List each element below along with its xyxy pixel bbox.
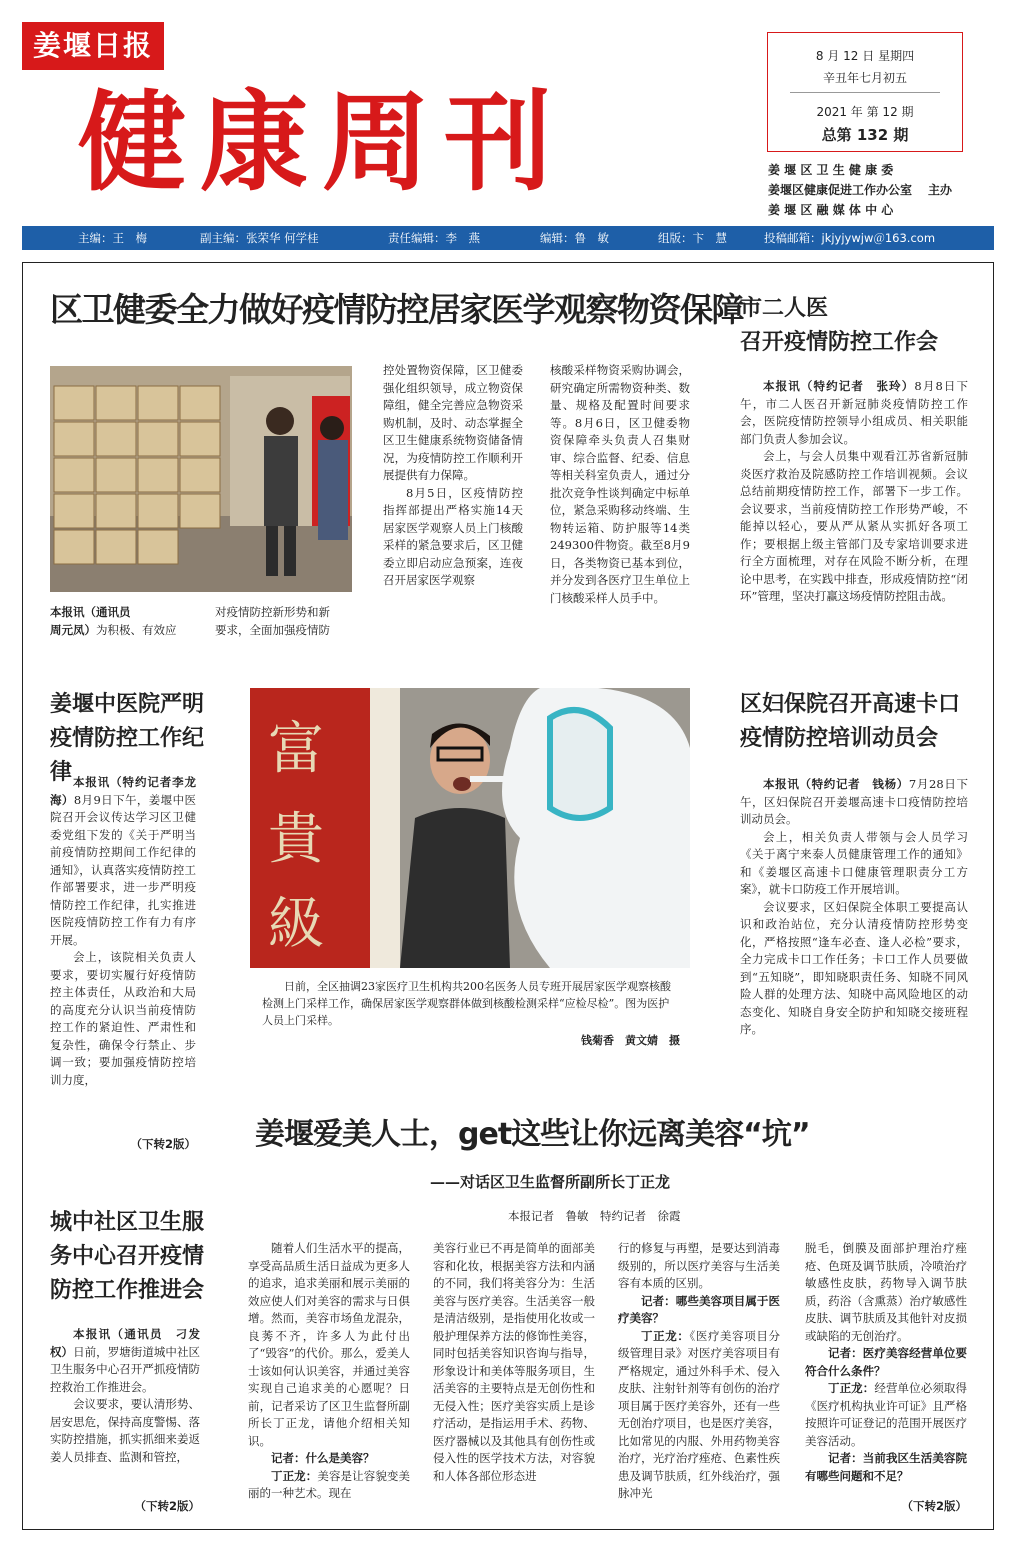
photo-supplies [50,366,352,592]
article4-text: 7月28日下午，区妇保院召开姜堰高速卡口疫情防控培训动员会。 [740,777,968,826]
article3-lead: 本报讯（特约记者李龙海） [50,775,196,807]
article1-text: 要求，全面加强疫情防 [215,622,330,637]
headline-line: 区妇保院召开高速卡口 [740,692,961,717]
photo-caption-text: 日前，全区抽调23家医疗卫生机构共200名医务人员专班开展居家医学观察核酸检测上门采样工作，确保居家医学观察群体做到核酸检测采样“应检尽检”。图为医护人员上门采样。 [262,980,671,1027]
article6-text: 随着人们生活水平的提高，享受高品质生活日益成为更多人的追求，追求美丽和展示美丽的效应使人们对美容的需求与日俱增。然而，美容市场鱼龙混杂，良莠不齐，许多人为此付出了“毁容”的代价。那么，爱美人士该如何认识美容，并通过美容实现自己追求美的心愿呢？日前，记者采访了区卫生监督所副所长丁正龙，请他介绍相关知识。 [248,1241,410,1448]
article3-text: 会上，该院相关负责人要求，要切实履行好疫情防控主体责任，从政治和大局的高度充分认识当前疫情防控工作的紧迫性、严肃性和复杂性，确保令行禁止、步调一致；要加强疫情防控培训力度， [50,950,196,1087]
article6-text: 行的修复与再塑，是要达到消毒级别的，所以医疗美容与生活美容有本质的区别。 [618,1241,780,1290]
headline-line: 疫情防控培训动员会 [740,726,939,751]
sign-char: 富 [268,717,324,782]
interview-question: 记者：什么是美容？ [271,1451,375,1465]
byline-beauty: 本报记者 鲁敏 特约记者 徐霞 [508,1209,681,1223]
continued-note: （下转2版） [901,1499,967,1513]
photo-credit: 钱菊香 黄文婧 摄 [581,1034,680,1047]
article1-col1: 本报讯（通讯员 周元凤）为积极、有效应 [50,605,177,637]
photo-sampling [250,688,690,968]
sponsor-line: 姜堰区健康促进工作办公室 [768,183,913,197]
interview-question: 记者：哪些美容项目属于医疗美容？ [618,1293,780,1325]
article1-col2 [215,604,355,640]
editor-in-chief: 主编：王 梅 [78,231,147,245]
headline-line: 市二人医 [740,296,829,321]
article4-text: 会议要求，区妇保院全体职工要提高认识和政治站位，充分认清疫情防控形势变化，严格按照“逢车必查、逢人必检”要求，全力完成卡口工作任务；卡口工作人员要做到“五知晓”，即知晓职责任务、知晓不同风险人群的处理方法、知晓中高风险地区的动态变化、知晓自身安全防护和知晓交接班程序。 [740,899,968,1036]
issue-date: 8 月 12 日 星期四 [815,49,915,63]
headline-line: 姜堰中医院严明 [50,692,205,717]
article6-text: 脱毛，倒膜及面部护理治疗痤疮、色斑及调节肤质，冷喷治疗敏感性皮肤，药物导入调节肤质，药浴（含熏蒸）治疗敏感性皮肤、调节肤质及其他针对皮损或缺陷的无创治疗。 [805,1241,967,1343]
article5-text: 会议要求，要认清形势、居安思危，保持高度警惕、落实防控措施，抓实抓细来姜返姜人员排查、监测和管控， [50,1397,200,1464]
staff-bar [22,226,994,250]
article4-lead: 本报讯（特约记者 钱杨） [763,777,909,791]
headline-line: 疫情防控工作纪律 [50,726,205,785]
article6-col2 [433,1240,595,1520]
supplies-photo-drawing [50,366,352,592]
sign-char: 貴 [268,807,324,872]
sponsor-block [768,160,998,220]
article6-text: 美容行业已不再是简单的面部美容和化妆，根据美容方法和内涵的不同，我们将美容分为：生活美容与医疗美容。生活美容一般是清洁级别，是指使用化妆或一般护理保养方法的修饰性美容，同时包括美容知识咨询与指导，形象设计和美体等服务项目，生活美容的主要特点是无创伤性和无侵入性；医疗美容实质上是诊疗活动，是指运用手术、药物、医疗器械以及其他具有创伤性或侵入性的医学技术方法，对容貌和人体各部位形态进 [433,1241,595,1483]
sponsor-line: 姜 堰 区 融 媒 体 中 心 [768,203,894,217]
headline-line: 防控工作推进会 [50,1278,205,1303]
interview-question: 记者：医疗美容经营单位要符合什么条件？ [805,1346,967,1378]
headline-maternal-hospital [740,688,980,756]
deputy-editor: 副主编：张荣华 何学桂 [200,231,319,245]
headline-community-center [50,1206,220,1308]
article1-text: 对疫情防控新形势和新 [215,605,330,619]
continued-note: （下转2版） [134,1499,200,1513]
article1-col3 [383,362,523,640]
headline-line: 召开疫情防控工作会 [740,330,939,355]
sponsor-label: 主办 [928,183,953,197]
article2-lead: 本报讯（特约记者 张玲） [763,379,915,393]
article5-body [50,1326,200,1494]
page-title: 健康周刊 [78,81,567,206]
headline-line: 务中心召开疫情 [50,1244,205,1269]
article5-lead: 本报讯（通讯员 刁发权） [50,1327,200,1359]
article1-col4 [550,362,690,640]
layout-editor: 组版：卞 慧 [658,231,727,245]
article1-text: 8月5日，区疫情防控指挥部提出严格实施14天居家医学观察人员上门核酸采样的紧急要求后，区卫健委立即启动应急预案，连夜召开居家医学观察 [383,485,523,587]
interviewee-label: 丁正龙： [271,1468,318,1483]
article2-body [740,378,968,640]
headline-materials: 区卫健委全力做好疫情防控居家医学观察物资保障 [50,290,743,329]
headline-line: 城中社区卫生服 [50,1210,205,1235]
sponsor-line: 姜 堰 区 卫 生 健 康 委 [768,163,894,177]
article6-col3: 行的修复与再塑，是要达到消毒级别的，所以医疗美容与生活美容有本质的区别。 记者：哪些美容项目属于医疗美容？ 丁正龙：《医疗美容项目分级管理目录》对医疗美容项目有严格规定，通过外科手术、侵入皮肤、注射针剂等有创伤的治疗项目属于医疗美容外，还有一些无创治疗项目，也是医疗美容，比如常见的内服、外用药物美容治疗，光疗治疗痤疮、色素性疾患及调节肤质，红外线治疗，强脉冲光 [618,1241,780,1500]
issue-number: 2021 年 第 12 期 [816,105,914,119]
article5-text: 日前，罗塘街道城中社区卫生服务中心召开严抓疫情防控救治工作推进会。 [50,1344,200,1394]
total-issue-number: 总第 132 期 [821,126,909,144]
duty-editor: 责任编辑：李 燕 [388,231,480,245]
article6-text: 《医疗美容项目分级管理目录》对医疗美容项目有严格规定，通过外科手术、侵入皮肤、注射针剂等有创伤的治疗项目属于医疗美容外，还有一些无创治疗项目，也是医疗美容，比如常见的内服、外用药物美容治疗，光疗治疗痤疮、色素性疾患及调节肤质，红外线治疗，强脉冲光 [618,1328,780,1500]
article2-text: 会上，与会人员集中观看江苏省新冠肺炎医疗救治及院感防控工作培训视频。会议总结前期疫情防控工作，部署下一步工作。会议要求，当前疫情防控工作形势严峻，不能掉以轻心，要从严从紧从实抓好各项工作；要根据上级主管部门及专家培训要求进行全方面梳理，对存在风险不断分析，在理论中思考，在实践中排查，形成疫情防控“闭环”管理，坚决打赢这场疫情防控阻击战。 [740,449,968,603]
article2-text: 8月8日下午，市二人医召开新冠肺炎疫情防控工作会，医院疫情防控领导小组成员、相关职能部门负责人参加会议。 [740,379,968,446]
sampling-photo-drawing [250,688,690,968]
headline-beauty: 姜堰爱美人士，get这些让你远离美容“坑” [255,1117,810,1152]
article6-text: 经营单位必须取得《医疗机构执业许可证》且严格按照许可证登记的范围开展医疗美容活动。 [805,1381,967,1448]
article3-text: 8月9日下午，姜堰中医院召开会议传达学习区卫健委党组下发的《关于严明当前疫情防控期间工作纪律的通知》，认真落实疫情防控工作部署要求，进一步严明疫情防控工作纪律，扎实推进医院疫情防控工作有力有序开展。 [50,792,196,947]
issue-date-box [767,32,963,152]
date-divider [790,92,940,93]
article6-col4: 脱毛，倒膜及面部护理治疗痤疮、色斑及调节肤质，冷喷治疗敏感性皮肤，药物导入调节肤质，药浴（含熏蒸）治疗敏感性皮肤、调节肤质及其他针对皮损或缺陷的无创治疗。 记者：医疗美容经营单位要符合什么条件？ 丁正龙：经营单位必须取得《医疗机构执业许可证》且严格按照许可证登记的范围开展医疗美容活动。 记者：当前我区生活美容院有哪些问题和不足？ [805,1241,967,1483]
article1-text: 控处置物资保障，区卫健委强化组织领导，成立物资保障组，健全完善应急物资采购机制，及时、动态掌握全区卫生健康系统物资储备情况，为疫情防控工作顺利开展提供有力保障。 [383,363,523,482]
sign-char: 級 [268,892,324,957]
article1-text: 核酸采样物资采购协调会，研究确定所需物资种类、数量、规格及配置时间要求等。8月6日，区卫健委物资保障牵头负责人召集财审、综合监督、纪委、信息等相关科室负责人，通过分批次竞争性谈判确定中标单位，紧急采购移动终端、生物转运箱、防护服等14类249300件物资。截至8月9日，各类物资已基本到位，并分发到各医疗卫生单位上门核酸采样人员手中。 [550,363,690,605]
article1-lead: 本报讯（通讯员 [50,605,131,619]
editor: 编辑：鲁 敏 [540,231,609,245]
headline-hospital2 [740,292,980,360]
article6-text: 美容是让容貌变美丽的一种艺术。现在 [248,1468,410,1500]
submission-email[interactable]: 投稿邮箱：jkjyjywjw＠163.com [764,231,936,245]
newspaper-logo: 姜堰日报 [22,22,164,70]
lunar-date: 辛丑年七月初五 [822,71,907,85]
article3-body [50,774,196,1142]
article4-text: 会上，相关负责人带领与会人员学习《关于离宁来泰人员健康管理工作的通知》和《姜堰区高速卡口健康管理职责分工方案》，就卡口防疫工作开展培训。 [740,829,968,896]
article6-col1 [248,1240,410,1520]
continued-note: （下转2版） [130,1137,196,1151]
interview-question: 记者：当前我区生活美容院有哪些问题和不足？ [805,1451,967,1483]
subheadline-beauty: ——对话区卫生监督所副所长丁正龙 [430,1173,671,1191]
article4-body [740,776,968,1076]
